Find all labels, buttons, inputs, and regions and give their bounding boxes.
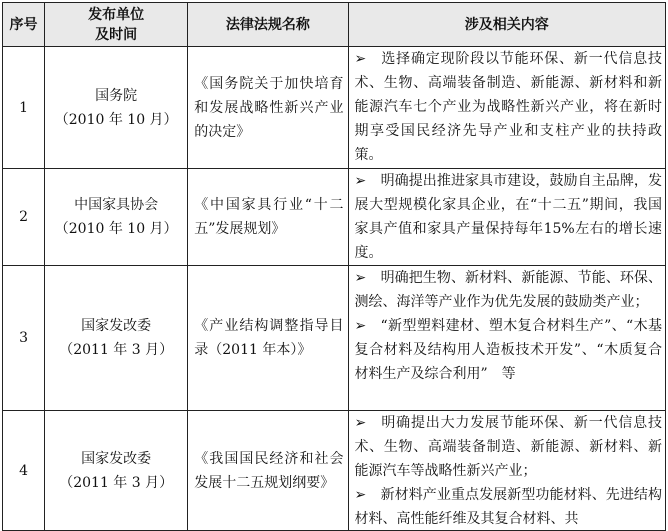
law-name: 《产业结构调整指导目录（2011 年本）》 — [188, 266, 348, 411]
content-paragraph — [355, 47, 663, 167]
issuing-unit-cell — [45, 411, 188, 531]
content-cell — [348, 47, 666, 169]
issuing-unit-cell — [45, 169, 188, 266]
arrow-bullet-icon: ➢ — [354, 415, 367, 431]
content-paragraph — [355, 266, 663, 314]
issue-date: （2011 年 3 月） — [59, 342, 174, 358]
content-paragraph — [355, 314, 663, 386]
content-cell — [348, 169, 666, 266]
header-unit-line2: 及时间 — [95, 26, 138, 43]
header-no: 序号 — [3, 3, 45, 47]
paragraph-text: “新型塑料建材、塑木复合材料生产”、“木基复合材料及结构用人造板技术开发”、“木质复合材料生产及综合利用” 等 — [354, 318, 662, 382]
content-paragraph — [355, 411, 663, 483]
header-unit-line1: 发布单位 — [88, 6, 145, 23]
paragraph-text: 新材料产业重点发展新型功能材料、先进结构材料、高性能纤维及其复合材料、共 — [354, 487, 662, 527]
arrow-bullet-icon: ➢ — [354, 51, 367, 67]
regulations-table — [2, 2, 666, 531]
issue-date: （2010 年 10 月） — [54, 221, 178, 237]
row-number: 1 — [3, 47, 45, 169]
issuing-unit-cell — [45, 266, 188, 411]
header-unit — [45, 3, 188, 47]
issuing-unit: 国家发改委 — [81, 450, 152, 467]
header-law: 法律法规名称 — [188, 3, 348, 47]
paragraph-text: 明确提出大力发展节能环保、新一代信息技术、生物、高端装备制造、新能源、新材料、新能源汽车等战略性新兴产业； — [354, 415, 662, 479]
law-name: 《国务院关于加快培育和发展战略性新兴产业的决定》 — [188, 47, 348, 169]
arrow-bullet-icon: ➢ — [354, 318, 367, 334]
row-number: 3 — [3, 266, 45, 411]
table-row — [3, 169, 666, 266]
header-content: 涉及相关内容 — [348, 3, 666, 47]
paragraph-text: 明确把生物、新材料、新能源、节能、环保、测绘、海洋等产业作为优先发展的鼓励类产业； — [354, 270, 662, 310]
arrow-bullet-icon: ➢ — [354, 487, 367, 503]
row-number: 4 — [3, 411, 45, 531]
issuing-unit: 国家发改委 — [81, 318, 152, 334]
issue-date: （2010 年 10 月） — [54, 111, 178, 128]
paragraph-text: 选择确定现阶段以节能环保、新一代信息技术、生物、高端装备制造、新能源、新材料和新能源汽车七个产业为战略性新兴产业，将在新时期享受国民经济先导产业和支柱产业的扶持政策。 — [354, 51, 662, 163]
table-row — [3, 411, 666, 531]
issue-date: （2011 年 3 月） — [59, 474, 174, 491]
paragraph-text: 明确提出推进家具市建设，鼓励自主品牌，发展大型规模化家具企业，在“十二五”期间，我国家具产值和家具产量保持每年15%左右的增长速度。 — [354, 173, 662, 261]
arrow-bullet-icon: ➢ — [354, 270, 367, 286]
issuing-unit-cell — [45, 47, 188, 169]
row-number: 2 — [3, 169, 45, 266]
content-cell — [348, 266, 666, 411]
content-clip — [355, 411, 663, 529]
content-cell — [348, 411, 666, 531]
header-row — [3, 3, 666, 47]
table-row — [3, 266, 666, 411]
issuing-unit: 国务院 — [95, 87, 138, 104]
content-paragraph — [355, 169, 663, 265]
law-name: 《我国国民经济和社会发展十二五规划纲要》 — [188, 411, 348, 531]
table-row — [3, 47, 666, 169]
law-name: 《中国家具行业“十二五”发展规划》 — [188, 169, 348, 266]
issuing-unit: 中国家具协会 — [74, 197, 159, 213]
content-paragraph — [355, 483, 663, 529]
arrow-bullet-icon: ➢ — [354, 173, 367, 189]
